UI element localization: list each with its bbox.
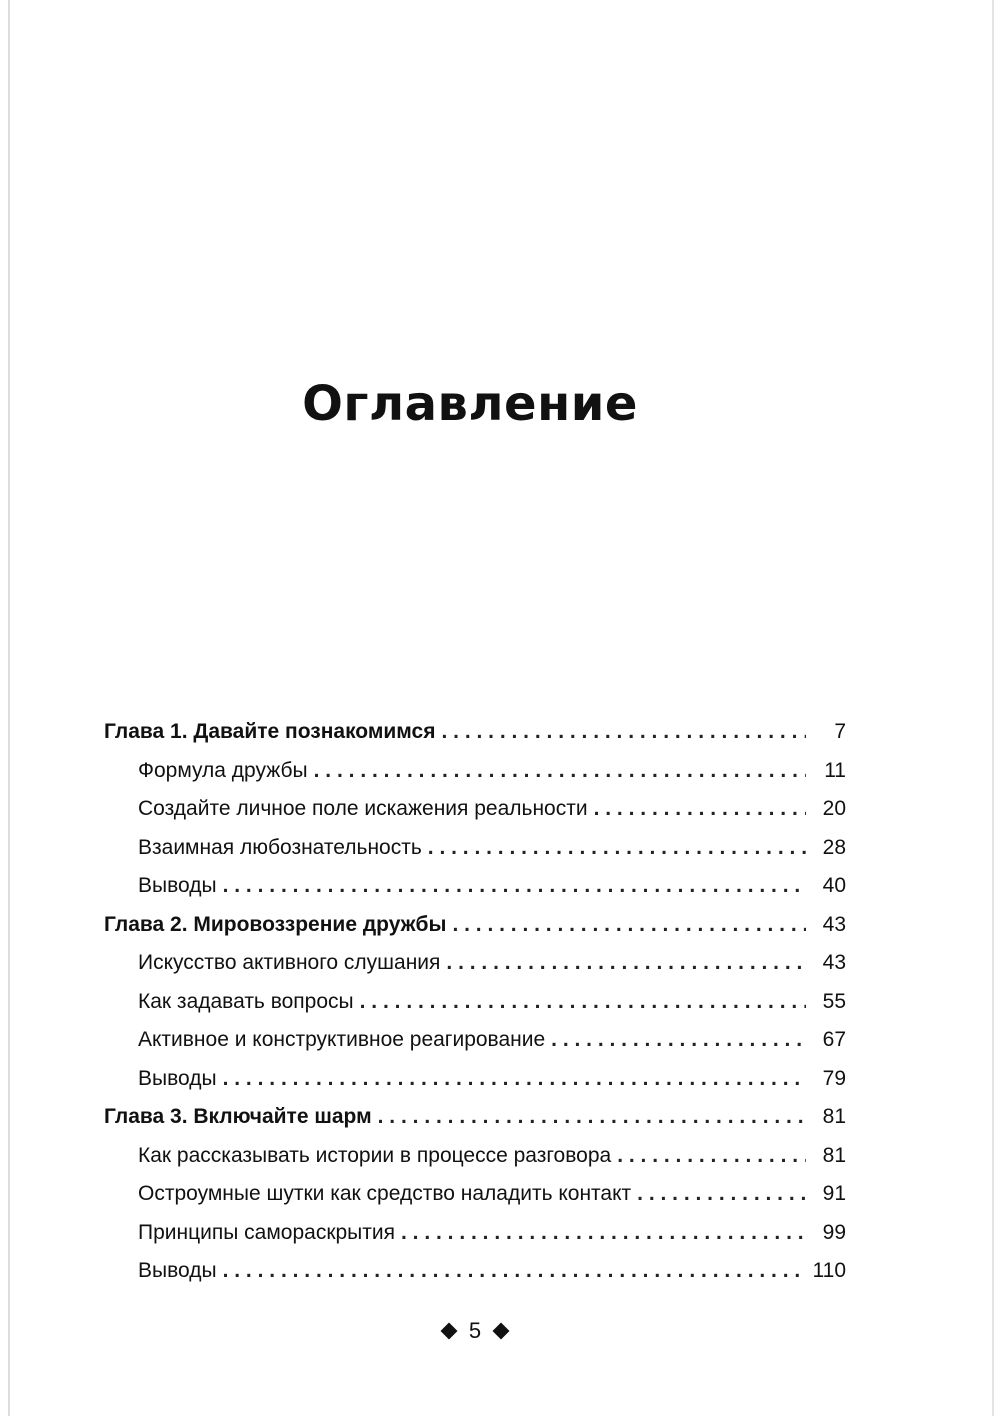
toc-page-number: 43 [822,951,846,974]
toc-page-number: 20 [822,797,846,820]
toc-entry-label: Взаимная любознательность [138,835,422,859]
toc-page-number: 110 [812,1259,846,1282]
toc-entry-label: Остроумные шутки как средство наладить контакт [138,1182,632,1205]
toc-page-number: 43 [822,912,846,936]
toc-row-chapter[interactable] [104,1098,846,1137]
dot-leader [401,1214,806,1253]
toc-row-section[interactable] [104,1021,846,1060]
toc-row-section[interactable] [104,983,846,1022]
toc-row-section[interactable] [104,752,846,791]
toc-entry-label: Создайте личное поле искажения реальности [138,797,588,820]
dot-leader [223,1252,806,1291]
toc-page-number: 11 [824,758,846,782]
footer-page-number: 5 [468,1318,482,1343]
toc-page-number: 55 [822,989,846,1013]
toc-entry-label: Активное и конструктивное реагирование [138,1028,546,1051]
toc-page-number: 7 [834,720,846,743]
toc-row-section[interactable] [104,1137,846,1176]
dot-leader [452,906,806,945]
dot-leader [594,790,806,829]
dot-leader [223,1060,806,1099]
toc-entry-label: Принципы самораскрытия [138,1220,395,1244]
dot-leader [378,1098,806,1137]
toc-entry-label: Глава 3. Включайте шарм [104,1105,372,1128]
toc-page-number: 40 [822,874,846,897]
dot-leader [223,867,806,906]
toc-row-section[interactable] [104,1175,846,1214]
toc-entry-label: Глава 1. Давайте познакомимся [104,720,436,743]
table-of-contents [104,713,846,1291]
toc-entry-label: Формула дружбы [138,758,308,782]
toc-entry-label: Выводы [138,1066,217,1090]
toc-row-chapter[interactable] [104,713,846,752]
dot-leader [446,944,806,983]
dot-leader [551,1021,806,1060]
toc-entry-label: Глава 2. Мировоззрение дружбы [104,912,447,936]
toc-row-section[interactable] [104,1214,846,1253]
toc-row-section[interactable] [104,867,846,906]
dot-leader [360,983,806,1022]
toc-entry-label: Как задавать вопросы [138,989,354,1013]
toc-page-number: 81 [822,1143,846,1167]
diamond-icon [493,1323,510,1340]
toc-page-number: 99 [822,1220,846,1244]
toc-page-number: 67 [822,1028,846,1051]
toc-entry-label: Искусство активного слушания [138,951,441,974]
dot-leader [442,713,807,752]
page-title: Оглавление [302,376,638,433]
toc-page-number: 28 [822,835,846,859]
toc-row-section[interactable] [104,790,846,829]
toc-entry-label: Как рассказывать истории в процессе разговора [138,1143,612,1167]
diamond-icon [440,1323,457,1340]
dot-leader [637,1175,806,1214]
toc-row-chapter[interactable] [104,906,846,945]
toc-row-section[interactable] [104,1252,846,1291]
toc-page-number: 81 [822,1105,846,1128]
toc-page-number: 79 [822,1066,846,1090]
toc-entry-label: Выводы [138,874,217,897]
toc-page-number: 91 [822,1182,846,1205]
toc-row-section[interactable] [104,829,846,868]
dot-leader [314,752,806,791]
dot-leader [428,829,806,868]
toc-entry-label: Выводы [138,1259,217,1282]
page-footer [0,1318,950,1344]
dot-leader [617,1137,806,1176]
toc-row-section[interactable] [104,944,846,983]
toc-row-section[interactable] [104,1060,846,1099]
